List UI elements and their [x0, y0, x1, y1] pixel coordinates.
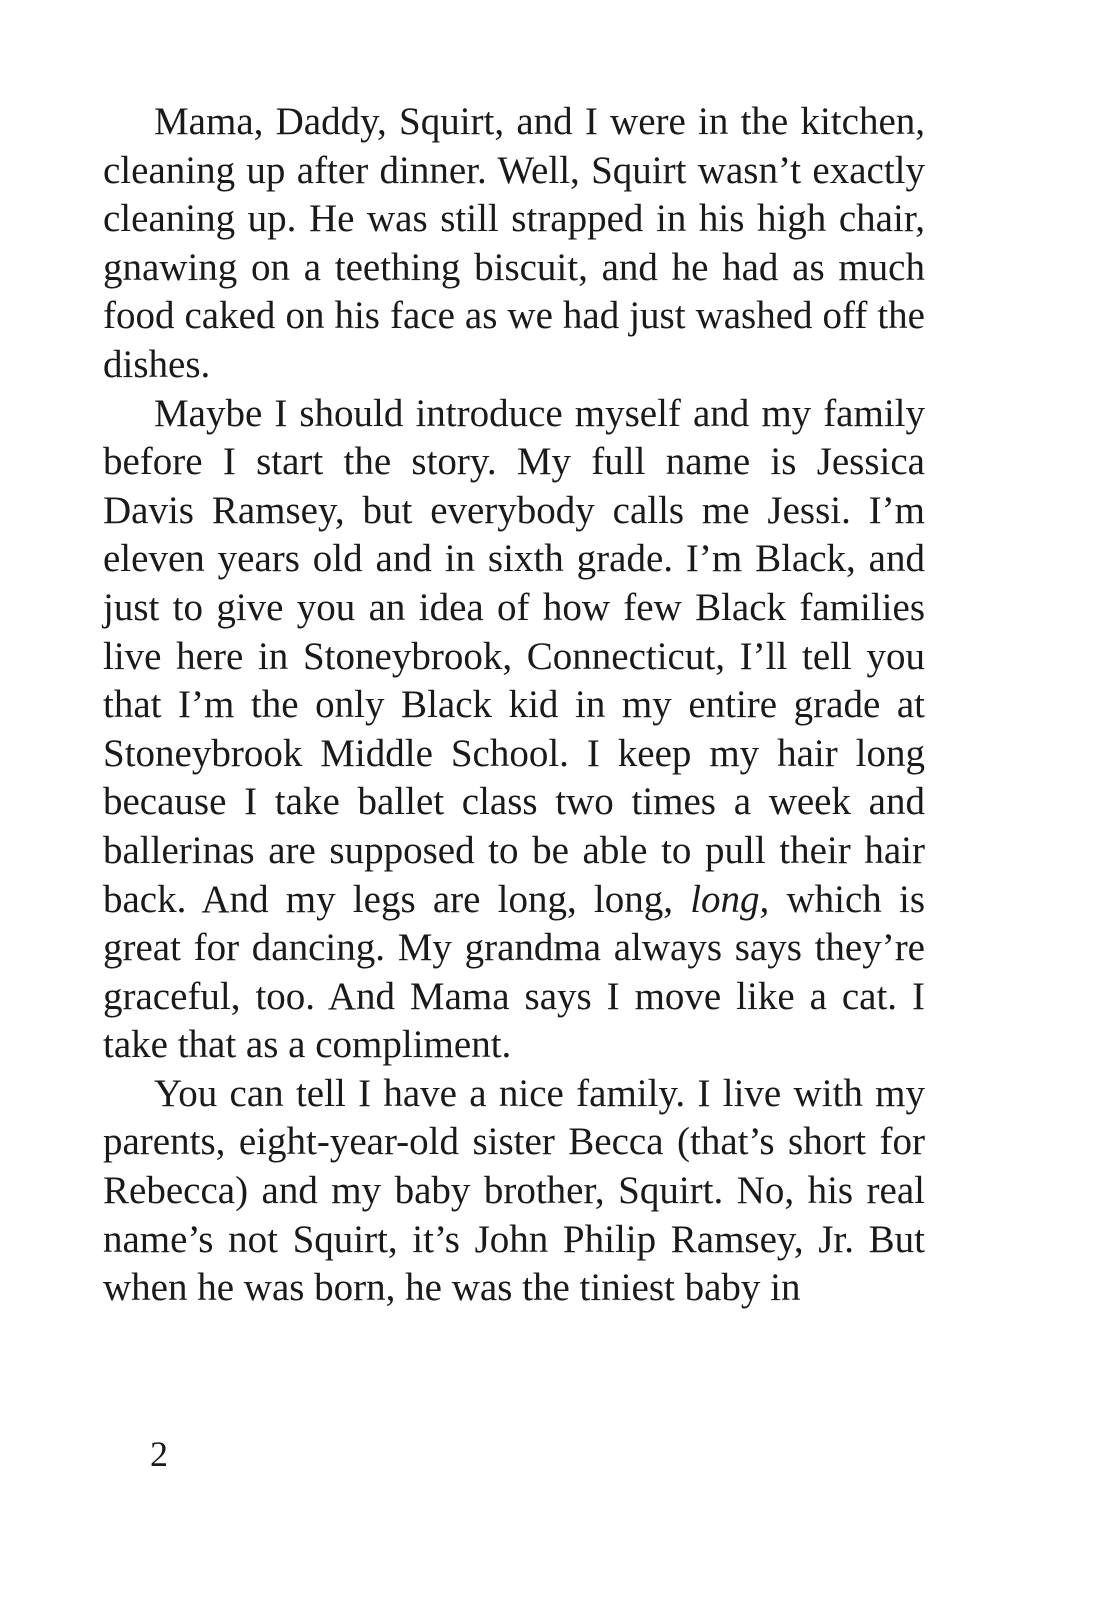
text-run: Maybe I should introduce myself and my family before I start the story. My full name is Jessica Davis Ramsey, but everybody calls me Jessi. I’m eleven years old and in sixth grade. I’m Black, and just to give you an idea of how few Black families live here in Stoneybrook, Connecticut, I’ll tell you that I’m the only Black kid in my entire grade at Stoneybrook Middle School. I keep my hair long because I take ballet class two times a week and ballerinas are supposed to be able to pull their hair back. And my legs are long, long,: [103, 391, 925, 921]
italic-text: long,: [690, 877, 770, 921]
body-text: [103, 98, 925, 1313]
page-number: 2: [150, 1434, 168, 1474]
text-run: Mama, Daddy, Squirt, and I were in the kitchen, cleaning up after dinner. Well, Squirt wasn’t exactly cleaning up. He was still strapped in his high chair, gnawing on a teething biscuit, and he had as much food caked on his face as we had just washed off the dishes.: [103, 100, 925, 386]
text-run: You can tell I have a nice family. I live with my parents, eight-year-old sister Becca (that’s short for Rebecca) and my baby brother, Squirt. No, his real name’s not Squirt, it’s John Philip Ramsey, Jr. But when he was born, he was the tiniest baby in: [103, 1071, 925, 1310]
paragraph: [103, 98, 925, 390]
paragraph: [103, 390, 925, 1070]
paragraph: [103, 1070, 925, 1313]
text-run: which is great for dancing. My grandma always says they’re graceful, too. And Mama says I move like a cat. I take that as a compliment.: [103, 877, 925, 1067]
